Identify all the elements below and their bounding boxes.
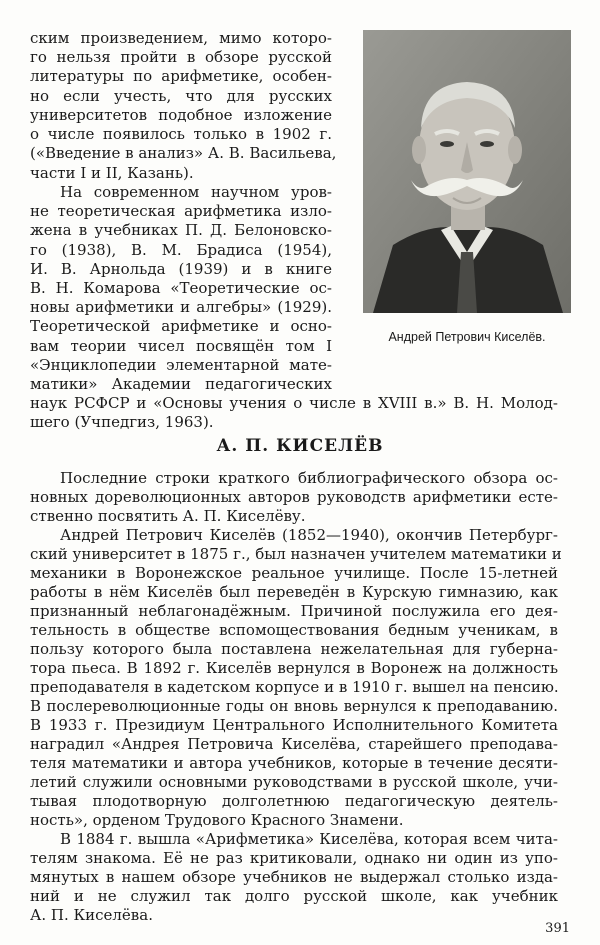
portrait-caption: Андрей Петрович Киселёв. — [388, 330, 546, 344]
text-line: литературы по арифметике, особен- — [30, 67, 332, 85]
text-line: преподавателя в кадетском корпусе и в 1910 г. вышел на пенсию. — [30, 678, 559, 696]
text-line: го (1938), В. М. Брадиса (1954), — [30, 241, 332, 259]
text-line: признанный неблагонадёжным. Причиной послужила его дея- — [30, 602, 558, 620]
text-line: Последние строки краткого библиографического обзора ос- — [60, 469, 558, 487]
text-line: тора пьеса. В 1892 г. Киселёв вернулся в Воронеж на должность — [30, 659, 558, 677]
text-line: («Введение в анализ» А. В. Васильева, — [30, 144, 337, 162]
text-line: В. Н. Комарова «Теоретические ос- — [30, 279, 332, 297]
text-line: И. В. Арнольда (1939) и в книге — [30, 260, 332, 278]
text-line: ственно посвятить А. П. Киселёву. — [30, 507, 306, 525]
text-line: о числе появилось только в 1902 г. — [30, 125, 332, 143]
text-line: новных дореволюционных авторов руководств арифметики есте- — [30, 488, 558, 506]
text-line: А. П. Киселёва. — [30, 906, 153, 924]
text-line: летий служили основными руководствами в русской школе, учи- — [30, 773, 558, 791]
text-line: механики в Воронежское реальное училище. После 15-летней — [30, 564, 558, 582]
text-line: наук РСФСР и «Основы учения о числе в XVIII в.» В. Н. Молод- — [30, 394, 558, 412]
text-line: ский университет в 1875 г., был назначен учителем математики и — [30, 545, 562, 563]
text-line: «Энциклопедии элементарной мате- — [30, 356, 332, 374]
text-line: Андрей Петрович Киселёв (1852—1940), окончив Петербург- — [60, 526, 558, 544]
text-line: ность», орденом Трудового Красного Знамени. — [30, 811, 404, 829]
text-line: В послереволюционные годы он вновь вернулся к преподаванию. — [30, 697, 558, 715]
page-number: 391 — [545, 921, 570, 936]
text-line: матики» Академии педагогических — [30, 375, 332, 393]
text-line: В 1884 г. вышла «Арифметика» Киселёва, которая всем чита- — [60, 830, 558, 848]
portrait-photo — [363, 30, 571, 313]
text-line: ний и не служил так долго русской школе, как учебник — [30, 887, 558, 905]
text-line: пользу которого была поставлена нежелательная для губерна- — [30, 640, 558, 658]
text-line: мянутых в нашем обзоре учебников не выдержал столько изда- — [30, 868, 558, 886]
text-line: теля математики и автора учебников, которые в течение десяти- — [30, 754, 558, 772]
text-line: тельность в обществе вспомоществования бедным ученикам, в — [30, 621, 558, 639]
text-line: но если учесть, что для русских — [30, 87, 332, 105]
text-line: На современном научном уров- — [60, 183, 332, 201]
section-heading: А. П. КИСЕЛЁВ — [216, 436, 384, 456]
text-line: жена в учебниках П. Д. Белоновско- — [30, 221, 332, 239]
text-line: ским произведением, мимо которо- — [30, 29, 332, 47]
text-line: вам теории чисел посвящён том I — [30, 337, 332, 355]
portrait-figure — [363, 30, 571, 313]
text-line: части I и II, Казань). — [30, 164, 194, 182]
text-line: телям знакома. Её не раз критиковали, однако ни один из упо- — [30, 849, 558, 867]
text-line: го нельзя пройти в обзоре русской — [30, 48, 332, 66]
text-line: Теоретической арифметике и осно- — [30, 317, 332, 335]
text-line: университетов подобное изложение — [30, 106, 332, 124]
text-line: новы арифметики и алгебры» (1929). — [30, 298, 332, 316]
text-line: тывая плодотворную долголетнюю педагогическую деятель- — [30, 792, 558, 810]
text-line: шего (Учпедгиз, 1963). — [30, 413, 214, 431]
text-line: не теоретическая арифметика изло- — [30, 202, 332, 220]
text-line: В 1933 г. Президиум Центрального Исполнительного Комитета — [30, 716, 558, 734]
text-line: наградил «Андрея Петровича Киселёва, старейшего преподава- — [30, 735, 558, 753]
text-line: работы в нём Киселёв был переведён в Курскую гимназию, как — [30, 583, 558, 601]
